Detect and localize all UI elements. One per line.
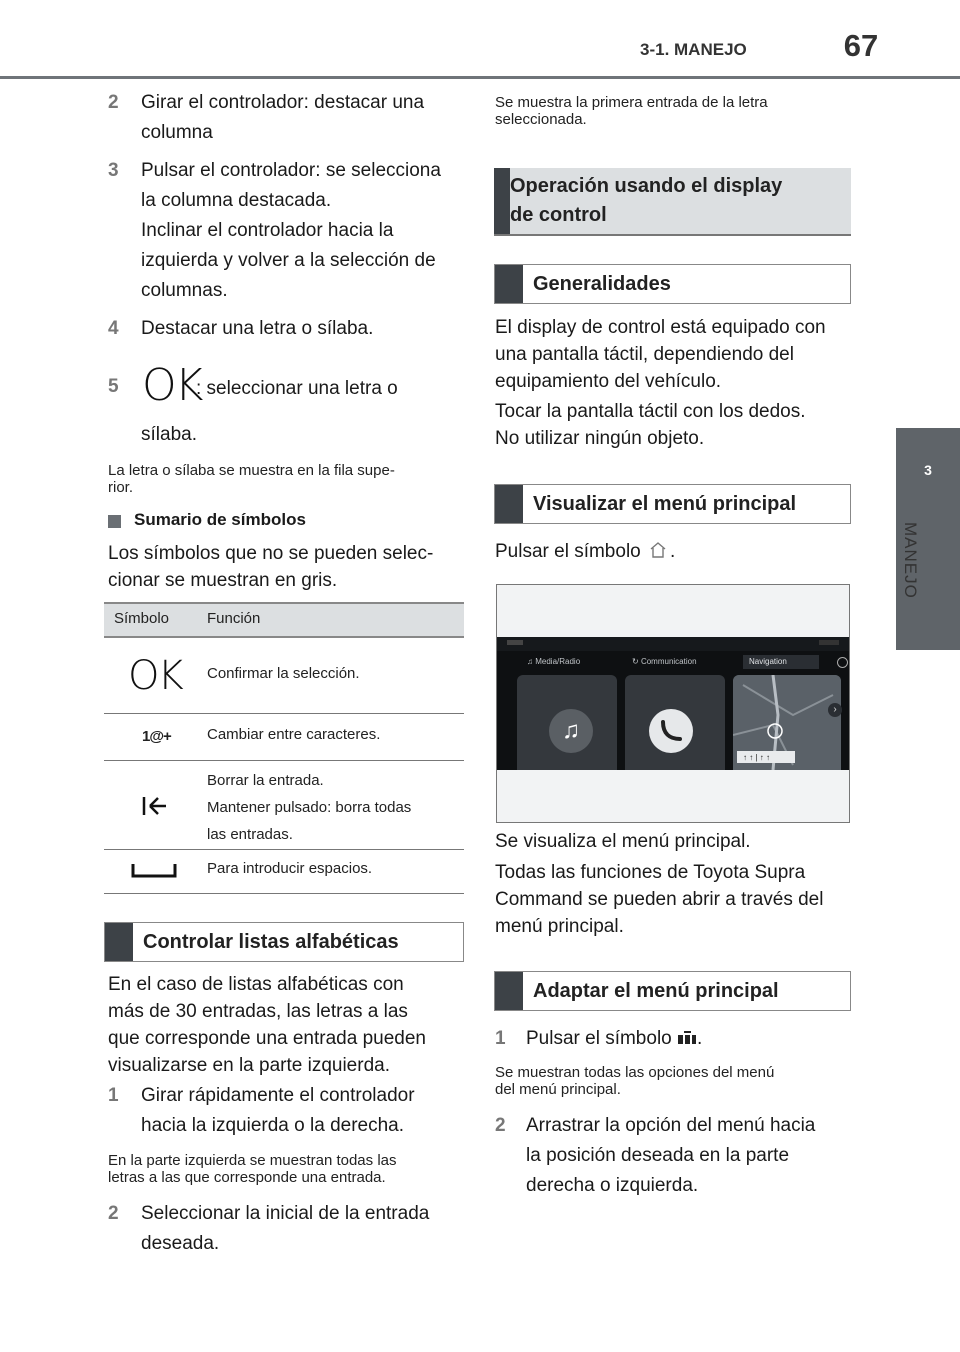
general-body [495, 314, 855, 395]
body-text: . [670, 541, 676, 562]
note-line: En la parte izquierda se muestran todas las [108, 1152, 397, 1169]
after-screen-body [495, 859, 855, 940]
main-menu-screenshot [497, 637, 849, 770]
note-line: del menú principal. [495, 1081, 621, 1098]
table-divider [104, 849, 464, 850]
step-number: 5 [108, 376, 119, 397]
section-title: 3-1. MANEJO [640, 40, 747, 59]
press-home-line [495, 538, 675, 565]
step-line: deseada. [141, 1233, 220, 1254]
note-line: Se muestran todas las opciones del menú [495, 1064, 775, 1081]
body-line: equipamiento del vehículo. [495, 371, 722, 392]
body-line: cionar se muestran en gris. [108, 570, 338, 591]
step-line: Girar el controlador: destacar una [141, 92, 425, 113]
step-line: Pulsar el controlador: se selecciona [141, 160, 441, 181]
table-divider [104, 760, 464, 761]
note-line: Se muestra la primera entrada de la letra [495, 94, 768, 111]
step-line: Destacar una letra o sílaba. [141, 318, 374, 339]
banner-title: Generalidades [533, 272, 671, 295]
banner-title: Visualizar el menú principal [533, 492, 797, 515]
table-divider [104, 893, 464, 894]
chapter-number: 3 [924, 462, 932, 478]
space-icon [131, 862, 177, 878]
banner-bar [495, 485, 523, 523]
map-thumbnail [733, 675, 841, 770]
svg-text:↑ ↑ | ↑ ↑: ↑ ↑ | ↑ ↑ [743, 753, 770, 762]
step-line [526, 1024, 702, 1054]
summary-body [108, 540, 468, 594]
step-text: Pulsar el símbolo [526, 1028, 672, 1049]
body-line: No utilizar ningún objeto. [495, 428, 705, 449]
body-line: Tocar la pantalla táctil con los dedos. [495, 401, 806, 422]
banner-title [510, 168, 782, 234]
tab-label: Communication [640, 657, 697, 666]
section-banner [494, 971, 851, 1011]
step-line: columnas. [141, 280, 228, 301]
step-text: . [697, 1028, 703, 1049]
character-switch-icon: 1@+ [142, 728, 171, 745]
banner-bar [494, 168, 510, 234]
section-banner [494, 264, 851, 304]
step-line: derecha o izquierda. [526, 1175, 699, 1196]
section-banner [494, 484, 851, 524]
table-cell: Confirmar la selección. [207, 665, 360, 682]
body-line: El display de control está equipado con [495, 317, 826, 338]
body-line: menú principal. [495, 916, 624, 937]
ok-icon: OK [142, 360, 202, 411]
step-line: Seleccionar la inicial de la entrada [141, 1203, 430, 1224]
banner-title: Controlar listas alfabéticas [143, 930, 399, 953]
body-line: que corresponde una entrada pueden [108, 1028, 426, 1049]
table-cell [207, 767, 411, 848]
banner-bar [495, 972, 523, 1010]
step-line: Girar rápidamente el controlador [141, 1085, 415, 1106]
step-number: 2 [495, 1115, 506, 1136]
status-indicator-icon [507, 640, 523, 645]
note [495, 1064, 855, 1098]
step-line: la columna destacada. [141, 190, 332, 211]
table-cell-line: Mantener pulsado: borra todas [207, 799, 412, 816]
body-line: Command se pueden abrir a través del [495, 889, 824, 910]
table-cell-line: las entradas. [207, 826, 293, 843]
step-number: 4 [108, 318, 119, 339]
chapter-banner [494, 168, 851, 236]
navigation-card [733, 675, 841, 770]
note-line: letras a las que corresponde una entrada. [108, 1169, 386, 1186]
edit-menu-icon [677, 1031, 697, 1045]
chapter-label: MANEJO [901, 522, 920, 599]
step-line: columna [141, 122, 213, 143]
step-line: Arrastrar la opción del menú hacia [526, 1115, 816, 1136]
ok-icon: OK [128, 653, 182, 699]
general-body-2 [495, 398, 855, 452]
step-line: : seleccionar una letra o [196, 378, 398, 399]
step-line: izquierda y volver a la selección de [141, 250, 436, 271]
column-header-symbol: Símbolo [114, 610, 170, 627]
banner-bar [495, 265, 523, 303]
after-screen-text: Se visualiza el menú principal. [495, 831, 751, 852]
banner-title-line: Operación usando el display [510, 175, 783, 197]
music-note-icon: ♫ [562, 717, 580, 744]
status-bar [497, 637, 849, 651]
lists-body [108, 971, 468, 1079]
step-number: 1 [108, 1085, 119, 1106]
step-number: 2 [108, 1203, 119, 1224]
tab-navigation: Navigation [743, 655, 819, 669]
tab-communication: ↻ Communication [632, 657, 697, 666]
table-divider [104, 713, 464, 714]
phone-icon [657, 717, 685, 745]
step-number: 2 [108, 92, 119, 113]
banner-bar [105, 923, 133, 961]
note-line: seleccionada. [495, 111, 587, 128]
tab-label: Media/Radio [535, 657, 581, 666]
note-line: rior. [108, 479, 134, 496]
header-rule [0, 76, 960, 79]
tab-media: ♫ Media/Radio [527, 657, 581, 666]
step-number: 1 [495, 1028, 506, 1049]
note [495, 94, 855, 128]
page-number: 67 [843, 28, 879, 63]
home-icon [648, 540, 668, 560]
body-line: En el caso de listas alfabéticas con [108, 974, 404, 995]
step-line: Inclinar el controlador hacia la [141, 220, 394, 241]
status-indicator-icon [819, 640, 839, 645]
step-number: 3 [108, 160, 119, 181]
summary-heading: Sumario de símbolos [134, 510, 306, 529]
step-line: sílaba. [141, 424, 197, 445]
note-line: La letra o sílaba se muestra en la fila supe- [108, 462, 395, 479]
table-cell-line: Borrar la entrada. [207, 772, 324, 789]
column-header-function: Función [207, 610, 261, 627]
globe-icon [837, 657, 848, 668]
body-line: Los símbolos que no se pueden selec- [108, 543, 434, 564]
table-cell: Cambiar entre caracteres. [207, 726, 381, 743]
note [108, 462, 468, 496]
table-cell: Para introducir espacios. [207, 860, 373, 877]
body-text: Pulsar el símbolo [495, 541, 641, 562]
body-line: visualizarse en la parte izquierda. [108, 1055, 390, 1076]
banner-title: Adaptar el menú principal [533, 979, 779, 1002]
backspace-icon [142, 795, 168, 817]
chevron-right-icon: › [828, 703, 842, 717]
note [108, 1152, 468, 1186]
body-line: una pantalla táctil, dependiendo del [495, 344, 794, 365]
step-line: hacia la izquierda o la derecha. [141, 1115, 405, 1136]
body-line: Todas las funciones de Toyota Supra [495, 862, 806, 883]
body-line: más de 30 entradas, las letras a las [108, 1001, 408, 1022]
section-banner [104, 922, 464, 962]
step-line: la posición deseada en la parte [526, 1145, 790, 1166]
banner-title-line: de control [510, 204, 607, 226]
square-bullet-icon [108, 515, 121, 528]
